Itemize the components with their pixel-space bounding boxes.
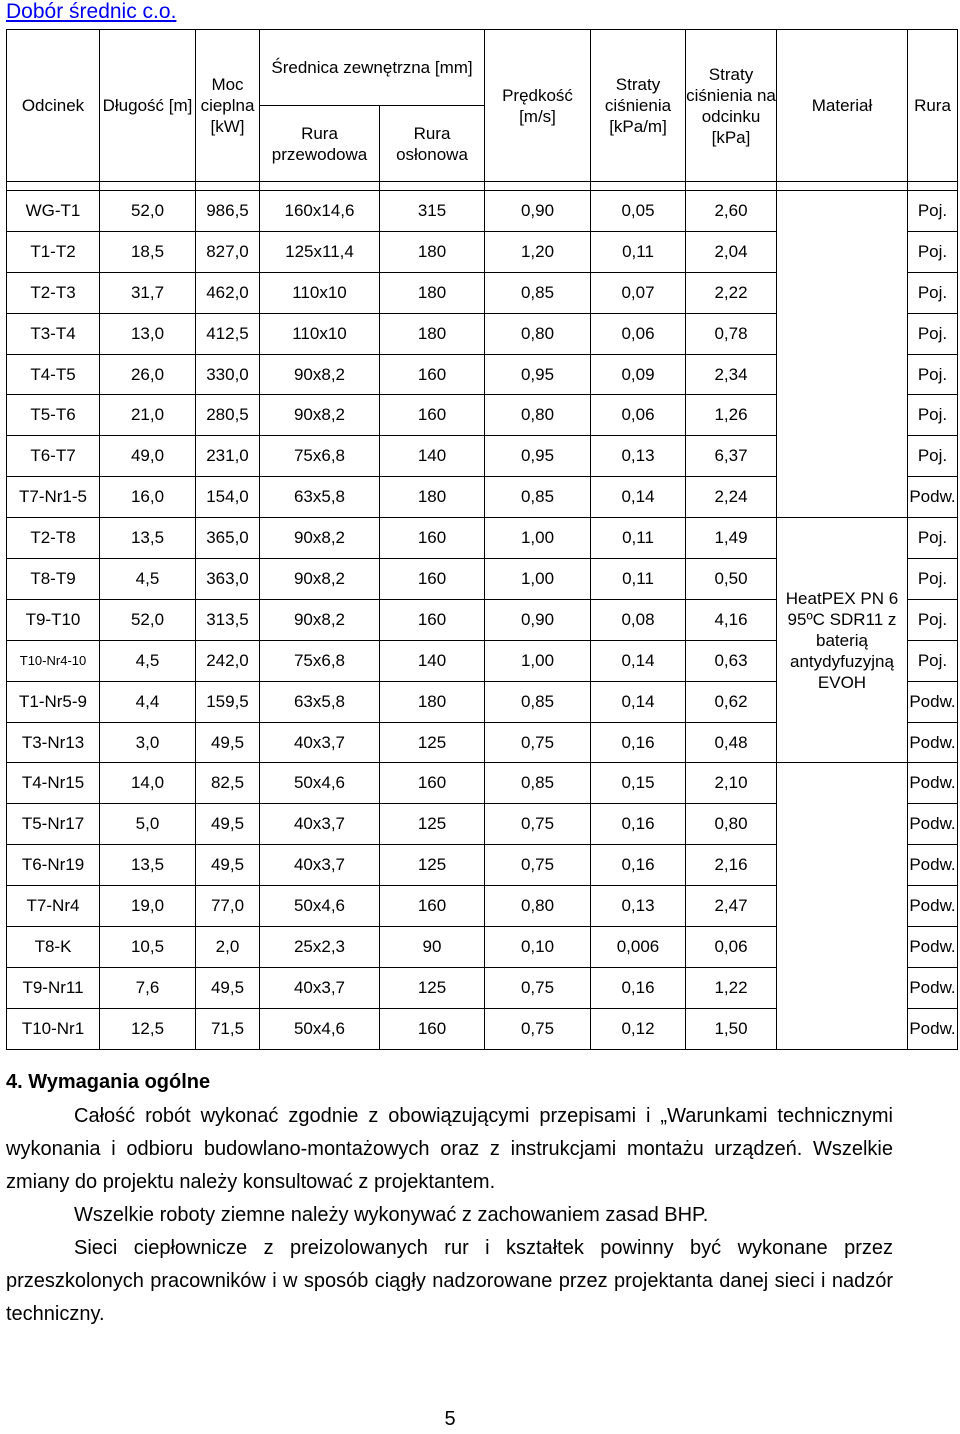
cell-moc: 462,0 [196,272,260,313]
cell-rura-przewodowa: 90x8,2 [260,559,380,600]
cell-moc: 49,5 [196,804,260,845]
cell-straty: 0,11 [591,518,686,559]
cell-predkosc: 0,85 [485,681,591,722]
cell-dlugosc: 49,0 [100,436,196,477]
cell-moc: 242,0 [196,640,260,681]
cell-straty: 0,16 [591,804,686,845]
header-dlugosc: Długość [m] [100,30,196,182]
cell-dlugosc: 10,5 [100,927,196,968]
page-heading-link[interactable]: Dobór średnic c.o. [6,0,177,23]
cell-rura-przewodowa: 90x8,2 [260,354,380,395]
cell-straty-odcinek: 0,48 [686,722,777,763]
cell-straty: 0,08 [591,599,686,640]
cell-straty-odcinek: 2,47 [686,886,777,927]
cell-rura-przewodowa: 40x3,7 [260,804,380,845]
cell-rura-przewodowa: 25x2,3 [260,927,380,968]
cell-straty-odcinek: 2,22 [686,272,777,313]
cell-rura-przewodowa: 90x8,2 [260,599,380,640]
cell-straty: 0,09 [591,354,686,395]
cell-odcinek: T3-T4 [7,313,100,354]
cell-straty: 0,11 [591,231,686,272]
cell-straty-odcinek: 0,06 [686,927,777,968]
cell-rura-oslonowa: 160 [380,395,485,436]
cell-rura: Podw. [908,681,958,722]
header-straty-odcinek: Straty ciśnienia na odcinku [kPa] [686,30,777,182]
cell-moc: 412,5 [196,313,260,354]
cell-odcinek: T4-T5 [7,354,100,395]
table-row [7,191,958,232]
cell-rura-oslonowa: 125 [380,967,485,1008]
cell-dlugosc: 21,0 [100,395,196,436]
cell-dlugosc: 14,0 [100,763,196,804]
cell-moc: 49,5 [196,967,260,1008]
cell-odcinek: T6-Nr19 [7,845,100,886]
cell-odcinek: T1-T2 [7,231,100,272]
cell-rura: Podw. [908,886,958,927]
paragraph: Wszelkie roboty ziemne należy wykonywać z zachowaniem zasad BHP. [74,1204,709,1226]
cell-material: HeatPEX PN 6 95ºC SDR11 z baterią antydyfuzyjną EVOH [777,518,908,763]
cell-rura-przewodowa: 75x6,8 [260,640,380,681]
header-predkosc: Prędkość [m/s] [485,30,591,182]
cell-dlugosc: 4,4 [100,681,196,722]
cell-predkosc: 0,90 [485,191,591,232]
cell-straty-odcinek: 2,04 [686,231,777,272]
cell-predkosc: 1,00 [485,518,591,559]
cell-straty-odcinek: 1,22 [686,967,777,1008]
cell-dlugosc: 13,0 [100,313,196,354]
cell-rura-oslonowa: 180 [380,477,485,518]
cell-rura-przewodowa: 50x4,6 [260,1008,380,1049]
cell-odcinek: T7-Nr1-5 [7,477,100,518]
cell-rura: Podw. [908,477,958,518]
section-title-text: Wymagania ogólne [28,1071,211,1093]
cell-odcinek: WG-T1 [7,191,100,232]
cell-moc: 77,0 [196,886,260,927]
spacer-cell [260,182,380,191]
cell-rura: Podw. [908,804,958,845]
cell-dlugosc: 19,0 [100,886,196,927]
cell-predkosc: 0,75 [485,967,591,1008]
cell-odcinek: T10-Nr1 [7,1008,100,1049]
cell-moc: 363,0 [196,559,260,600]
cell-moc: 49,5 [196,722,260,763]
cell-predkosc: 0,75 [485,804,591,845]
cell-material-empty [777,763,908,1049]
cell-moc: 986,5 [196,191,260,232]
cell-straty-odcinek: 1,50 [686,1008,777,1049]
cell-odcinek: T9-Nr11 [7,967,100,1008]
cell-straty: 0,16 [591,967,686,1008]
cell-straty-odcinek: 0,63 [686,640,777,681]
cell-rura: Poj. [908,272,958,313]
cell-rura-oslonowa: 140 [380,640,485,681]
spacer-cell [7,182,100,191]
cell-rura-przewodowa: 90x8,2 [260,395,380,436]
cell-straty-odcinek: 2,10 [686,763,777,804]
cell-straty-odcinek: 4,16 [686,599,777,640]
header-material: Materiał [777,30,908,182]
cell-dlugosc: 26,0 [100,354,196,395]
cell-odcinek: T2-T3 [7,272,100,313]
header-rura: Rura [908,30,958,182]
cell-dlugosc: 3,0 [100,722,196,763]
cell-straty: 0,11 [591,559,686,600]
cell-dlugosc: 13,5 [100,518,196,559]
cell-predkosc: 1,20 [485,231,591,272]
cell-moc: 330,0 [196,354,260,395]
cell-straty-odcinek: 2,60 [686,191,777,232]
header-rura-przewodowa: Rura przewodowa [260,106,380,182]
paragraph: Sieci ciepłownicze z preizolowanych rur i kształtek powinny być wykonane przez przeszkolonych pracowników i w sposób ciągły nadzorowane przez projektanta danej sieci i nadzór techniczny. [6,1237,893,1325]
cell-straty: 0,13 [591,436,686,477]
cell-straty: 0,14 [591,681,686,722]
cell-moc: 827,0 [196,231,260,272]
table-row [7,763,958,804]
cell-rura-przewodowa: 125x11,4 [260,231,380,272]
cell-straty: 0,14 [591,477,686,518]
cell-dlugosc: 4,5 [100,640,196,681]
cell-rura: Poj. [908,313,958,354]
cell-odcinek: T1-Nr5-9 [7,681,100,722]
cell-dlugosc: 5,0 [100,804,196,845]
cell-straty: 0,006 [591,927,686,968]
cell-straty: 0,12 [591,1008,686,1049]
cell-straty-odcinek: 1,26 [686,395,777,436]
cell-rura-oslonowa: 160 [380,559,485,600]
cell-dlugosc: 12,5 [100,1008,196,1049]
cell-odcinek: T4-Nr15 [7,763,100,804]
cell-rura-oslonowa: 125 [380,722,485,763]
cell-predkosc: 0,80 [485,886,591,927]
cell-straty-odcinek: 2,34 [686,354,777,395]
spacer-cell [100,182,196,191]
cell-straty: 0,05 [591,191,686,232]
cell-predkosc: 0,85 [485,477,591,518]
cell-moc: 313,5 [196,599,260,640]
cell-rura-oslonowa: 180 [380,681,485,722]
cell-moc: 365,0 [196,518,260,559]
cell-straty: 0,16 [591,722,686,763]
section-general-requirements [6,1068,893,1331]
page-number: 5 [444,1408,456,1430]
cell-rura-oslonowa: 160 [380,518,485,559]
cell-straty: 0,07 [591,272,686,313]
cell-rura-oslonowa: 125 [380,845,485,886]
header-rura-oslonowa: Rura osłonowa [380,106,485,182]
cell-rura: Podw. [908,927,958,968]
cell-rura-przewodowa: 75x6,8 [260,436,380,477]
cell-rura-oslonowa: 140 [380,436,485,477]
cell-straty-odcinek: 6,37 [686,436,777,477]
header-odcinek: Odcinek [7,30,100,182]
cell-odcinek: T10-Nr4-10 [7,640,100,681]
cell-predkosc: 0,95 [485,436,591,477]
cell-material-empty [777,191,908,518]
cell-rura: Poj. [908,599,958,640]
table-body [7,182,958,1050]
cell-odcinek: T5-Nr17 [7,804,100,845]
cell-predkosc: 0,80 [485,313,591,354]
cell-rura: Poj. [908,518,958,559]
cell-odcinek: T8-T9 [7,559,100,600]
cell-rura-przewodowa: 63x5,8 [260,681,380,722]
cell-rura-przewodowa: 110x10 [260,272,380,313]
cell-straty: 0,06 [591,395,686,436]
cell-rura: Podw. [908,967,958,1008]
spacer-cell [485,182,591,191]
cell-dlugosc: 52,0 [100,599,196,640]
cell-dlugosc: 13,5 [100,845,196,886]
spacer-cell [591,182,686,191]
cell-rura-przewodowa: 40x3,7 [260,845,380,886]
cell-rura-przewodowa: 90x8,2 [260,518,380,559]
table-row [7,518,958,559]
cell-rura-oslonowa: 160 [380,354,485,395]
cell-odcinek: T3-Nr13 [7,722,100,763]
cell-rura: Poj. [908,640,958,681]
cell-straty-odcinek: 0,80 [686,804,777,845]
cell-rura-oslonowa: 160 [380,1008,485,1049]
cell-moc: 231,0 [196,436,260,477]
cell-predkosc: 0,75 [485,845,591,886]
cell-moc: 159,5 [196,681,260,722]
header-moc: Moc cieplna [kW] [196,30,260,182]
cell-rura: Poj. [908,559,958,600]
cell-rura-oslonowa: 180 [380,313,485,354]
spacer-cell [908,182,958,191]
cell-moc: 280,5 [196,395,260,436]
cell-odcinek: T8-K [7,927,100,968]
cell-rura: Podw. [908,722,958,763]
cell-dlugosc: 4,5 [100,559,196,600]
cell-dlugosc: 18,5 [100,231,196,272]
cell-predkosc: 0,80 [485,395,591,436]
cell-rura: Podw. [908,845,958,886]
cell-rura-przewodowa: 50x4,6 [260,763,380,804]
cell-rura: Podw. [908,1008,958,1049]
cell-moc: 82,5 [196,763,260,804]
cell-straty-odcinek: 1,49 [686,518,777,559]
cell-straty: 0,14 [591,640,686,681]
cell-predkosc: 0,95 [485,354,591,395]
cell-dlugosc: 52,0 [100,191,196,232]
cell-predkosc: 0,85 [485,272,591,313]
cell-rura: Poj. [908,231,958,272]
cell-odcinek: T6-T7 [7,436,100,477]
cell-rura-oslonowa: 160 [380,763,485,804]
cell-predkosc: 0,90 [485,599,591,640]
spacer-cell [777,182,908,191]
cell-predkosc: 0,10 [485,927,591,968]
spacer-cell [380,182,485,191]
cell-rura: Poj. [908,191,958,232]
paragraph: Całość robót wykonać zgodnie z obowiązującymi przepisami i „Warunkami technicznymi wykonania i odbioru budowlano-montażowych oraz z instrukcjami montażu urządzeń. Wszelkie zmiany do projektu należy konsultować z projektantem. [6,1105,893,1193]
cell-predkosc: 0,85 [485,763,591,804]
cell-odcinek: T9-T10 [7,599,100,640]
cell-rura-oslonowa: 160 [380,886,485,927]
section-number: 4. [6,1071,23,1093]
cell-dlugosc: 7,6 [100,967,196,1008]
header-straty-kpa-m: Straty ciśnienia [kPa/m] [591,30,686,182]
cell-moc: 49,5 [196,845,260,886]
cell-moc: 154,0 [196,477,260,518]
cell-straty-odcinek: 0,62 [686,681,777,722]
cell-rura-oslonowa: 315 [380,191,485,232]
cell-predkosc: 1,00 [485,640,591,681]
cell-rura: Poj. [908,354,958,395]
section-title [6,1068,893,1096]
cell-odcinek: T5-T6 [7,395,100,436]
cell-predkosc: 0,75 [485,722,591,763]
cell-rura-oslonowa: 90 [380,927,485,968]
cell-predkosc: 1,00 [485,559,591,600]
header-spacer-row [7,182,958,191]
pipe-diameter-table [6,29,958,1050]
cell-straty: 0,15 [591,763,686,804]
cell-rura-oslonowa: 180 [380,231,485,272]
cell-straty: 0,13 [591,886,686,927]
cell-straty-odcinek: 0,50 [686,559,777,600]
cell-rura-oslonowa: 160 [380,599,485,640]
cell-rura-przewodowa: 63x5,8 [260,477,380,518]
cell-rura-oslonowa: 180 [380,272,485,313]
cell-straty-odcinek: 2,24 [686,477,777,518]
cell-predkosc: 0,75 [485,1008,591,1049]
cell-rura-przewodowa: 50x4,6 [260,886,380,927]
cell-odcinek: T7-Nr4 [7,886,100,927]
cell-dlugosc: 31,7 [100,272,196,313]
cell-rura-oslonowa: 125 [380,804,485,845]
header-srednica: Średnica zewnętrzna [mm] [260,30,485,106]
cell-odcinek: T2-T8 [7,518,100,559]
cell-rura: Podw. [908,763,958,804]
cell-straty: 0,16 [591,845,686,886]
cell-straty: 0,06 [591,313,686,354]
spacer-cell [196,182,260,191]
cell-rura-przewodowa: 110x10 [260,313,380,354]
cell-rura: Poj. [908,436,958,477]
cell-straty-odcinek: 2,16 [686,845,777,886]
cell-rura-przewodowa: 160x14,6 [260,191,380,232]
spacer-cell [686,182,777,191]
cell-moc: 71,5 [196,1008,260,1049]
cell-moc: 2,0 [196,927,260,968]
cell-rura-przewodowa: 40x3,7 [260,967,380,1008]
cell-straty-odcinek: 0,78 [686,313,777,354]
cell-rura: Poj. [908,395,958,436]
cell-rura-przewodowa: 40x3,7 [260,722,380,763]
cell-dlugosc: 16,0 [100,477,196,518]
